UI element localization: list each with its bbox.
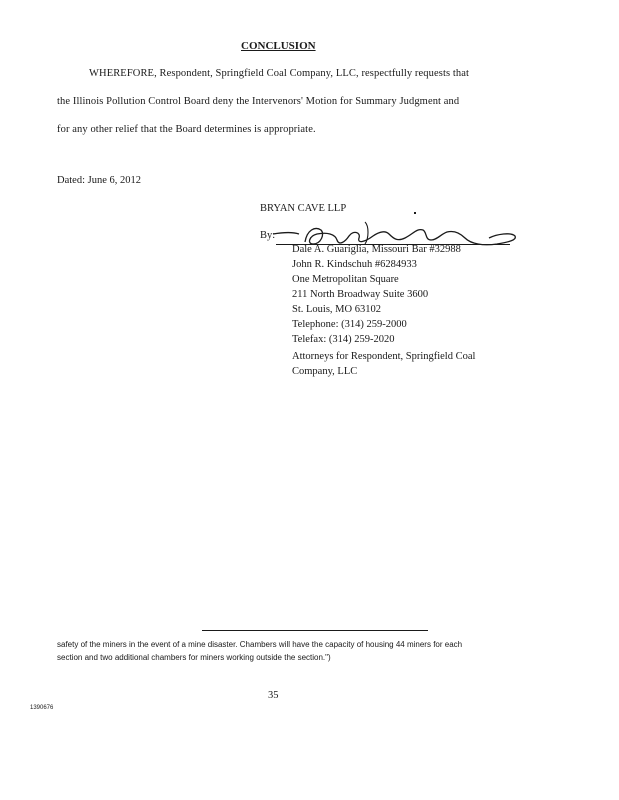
footnote-rule: [202, 630, 428, 631]
signer-name-2: John R. Kindschuh #6284933: [292, 259, 417, 270]
address-line-1: One Metropolitan Square: [292, 274, 399, 285]
footnote-line-1: safety of the miners in the event of a mine disaster. Chambers will have the capacity of housing 44 miners for each: [57, 640, 463, 649]
conclusion-heading: CONCLUSION: [241, 40, 316, 52]
signer-name: Dale A. Guariglia, Missouri Bar #32988: [292, 244, 461, 255]
page-number: 35: [268, 690, 279, 701]
by-label: By:: [260, 230, 276, 241]
body-line-2: the Illinois Pollution Control Board deny the Intervenors' Motion for Summary Judgment and: [57, 96, 460, 107]
dated-line: Dated: June 6, 2012: [57, 175, 141, 186]
body-line-1: WHEREFORE, Respondent, Springfield Coal Company, LLC, respectfully requests that: [89, 68, 470, 79]
attorneys-line-2: Company, LLC: [292, 366, 358, 377]
address-line-3: St. Louis, MO 63102: [292, 304, 381, 315]
firm-name: BRYAN CAVE LLP: [260, 203, 347, 214]
footnote-line-2: section and two additional chambers for miners working outside the section."): [57, 653, 331, 662]
telephone: Telephone: (314) 259-2000: [292, 319, 407, 330]
attorneys-line-1: Attorneys for Respondent, Springfield Coal: [292, 351, 476, 362]
body-line-3: for any other relief that the Board determines is appropriate.: [57, 124, 316, 135]
address-line-2: 211 North Broadway Suite 3600: [292, 289, 429, 300]
telefax: Telefax: (314) 259-2020: [292, 334, 395, 345]
document-id: 1390676: [30, 705, 54, 711]
